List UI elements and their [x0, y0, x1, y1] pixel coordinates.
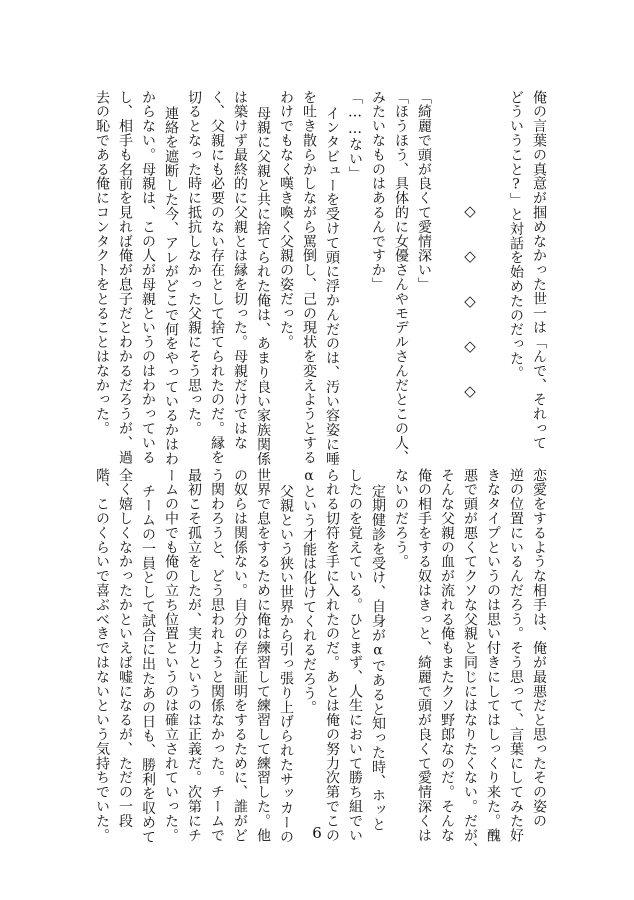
dialogue-line: みたいなものはあるんですか」 — [370, 90, 386, 292]
text-column: 母親に父親と共に捨てられた俺は、あまり良い家族関係 — [255, 106, 271, 466]
dialogue-line: 「綺麗で頭が良くて愛情深い」 — [416, 90, 432, 292]
text-column: ームの中でも俺の立ち位置というのは確立されていった。 — [163, 468, 179, 843]
text-column: αという才能は化けてくれるだろう。 — [301, 468, 317, 715]
text-column: 逆の位置にいるんだろう。そう思って、言葉にしてみた好 — [508, 468, 524, 843]
lower-text-block — [0, 468, 634, 857]
text-column: そんな父親の血が流れる俺もまたクソ野郎なのだ。そんな — [439, 468, 455, 843]
page-number: 6 — [312, 824, 322, 842]
scene-break: ◇ ◇ ◇ ◇ ◇ — [461, 202, 479, 406]
text-column: を吐き散らかしながら罵倒し、己の現状を変えようとする — [301, 90, 317, 465]
text-column: 最初こそ孤立をしたが、実力というのは正義だ。次第にチ — [186, 468, 202, 843]
text-column: く、父親にも必要のない存在として捨てられたのだ。縁を — [209, 90, 225, 465]
text-column: 世界で息をするために俺は練習して練習して練習した。他 — [255, 468, 271, 843]
dialogue-line: 「ほうほう、具体的に女優さんやモデルさんだとこの人、 — [393, 90, 409, 465]
text-column: 俺の言葉の真意が掴めなかった世一は「んで、それって — [531, 90, 547, 450]
text-column: ないのだろう。 — [393, 468, 409, 569]
text-column: どういうこと?」と対話を始めたのだった。 — [508, 90, 524, 380]
dialogue-line: 「……ない」 — [347, 90, 363, 181]
text-column: 切るとなった時に抵抗しなかった父親にそう思った。 — [186, 90, 202, 436]
text-column: られる切符を手に入れたのだ。あとは俺の努力次第でこの — [324, 468, 340, 843]
text-column: 俺の相手をする奴はきっと、綺麗で頭が良くて愛情深くは — [416, 468, 432, 843]
text-column: し、相手も名前を見れば俺が息子だとわかるだろうが、過 — [117, 90, 133, 465]
text-column: 父親という狭い世界から引っ張り上げられたサッカーの — [278, 484, 294, 844]
text-column: 去の恥である俺にコンタクトをとることはなかった。 — [94, 90, 110, 436]
text-column: からない。母親は、この人が母親というのはわかっている — [140, 90, 156, 465]
text-column: の奴らは関係ない。自分の存在証明をするために、誰がど — [232, 468, 248, 843]
text-column: 定期健診を受け、自身がαであると知った時、ホッと — [370, 484, 386, 832]
text-column: 全く嬉しくなかったかといえば嘘になるが、ただの一段 — [117, 468, 133, 828]
text-column: わけでもなく嘆き喚く父親の姿だった。 — [278, 90, 294, 350]
text-column: 恋愛をするような相手は、俺が最悪だと思ったその姿の — [531, 468, 547, 828]
text-column: 悪で頭が悪くてクソな父親と同じにはなりたくない。だが、 — [462, 468, 478, 857]
text-column: は築けず最終的に父親とは縁を切った。母親だけではな — [232, 90, 248, 450]
text-column: チームの一員として試合に出たあの日も、勝利を収めて — [140, 484, 156, 844]
text-column: きなタイプというのは思い付きにしてはしっくり来た。醜 — [485, 468, 501, 843]
text-column: 階、このくらいで喜ぶべきではないという気持ちでいた。 — [94, 468, 110, 843]
text-column: したのを覚えている。ひとまず、人生において勝ち組でい — [347, 468, 363, 843]
text-column: 連絡を遮断した今、アレがどこで何をやっているかはわ — [163, 106, 179, 466]
text-column: う関わろうと、どう思われようと関係なかった。チームで — [209, 468, 225, 843]
text-column: インタビューを受けて頭に浮かんだのは、汚い容姿に唾 — [324, 106, 340, 466]
upper-text-block — [0, 90, 634, 466]
